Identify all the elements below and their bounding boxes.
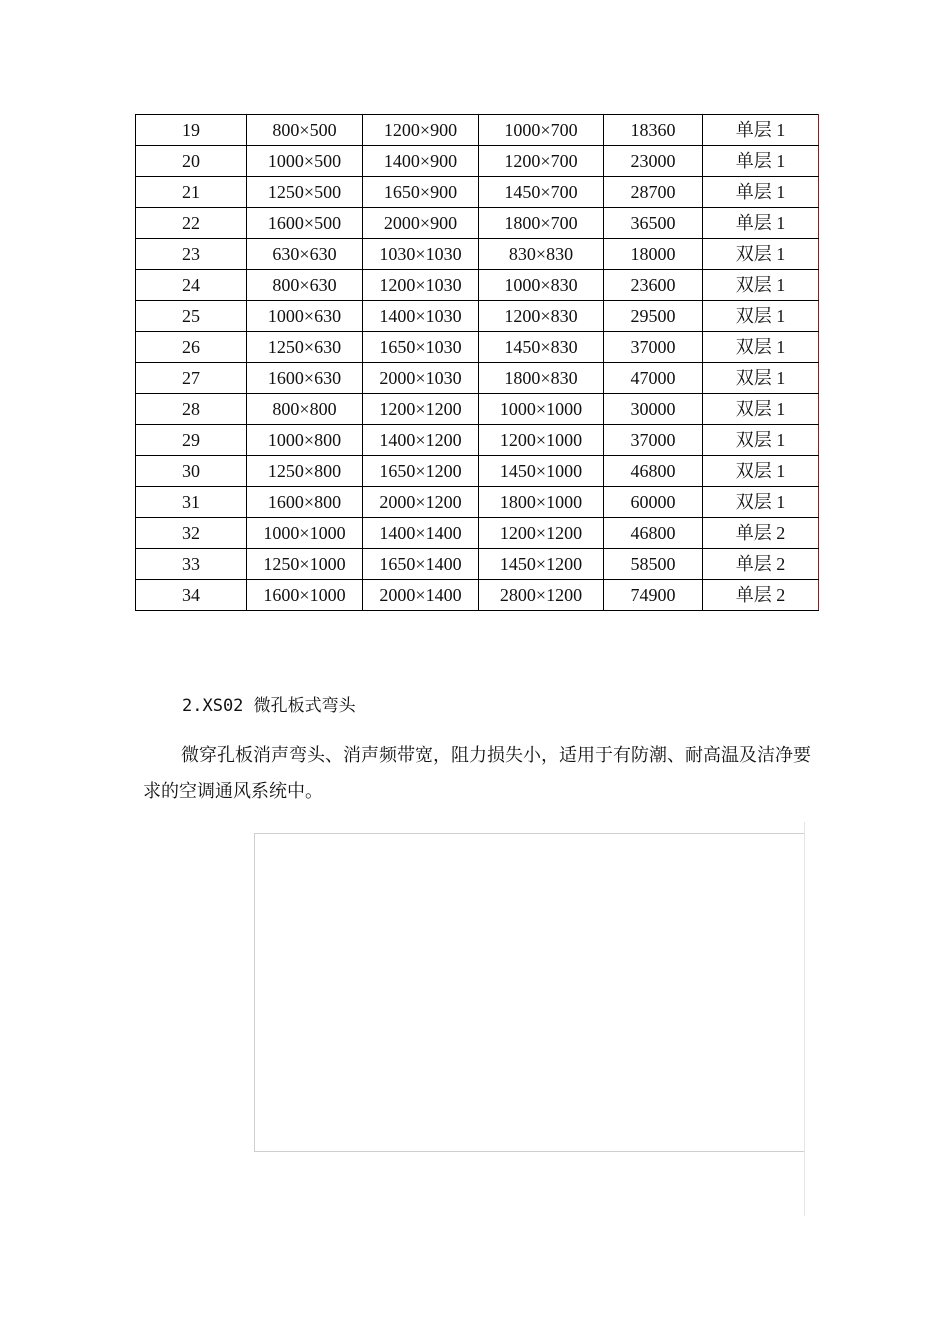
row-number-cell: 25 — [136, 301, 247, 332]
table-row — [136, 580, 819, 611]
inner-size-cell: 1450×830 — [479, 332, 604, 363]
table-row — [136, 487, 819, 518]
inner-size-cell: 1200×1000 — [479, 425, 604, 456]
airflow-cell: 46800 — [604, 518, 703, 549]
row-number-cell: 29 — [136, 425, 247, 456]
size-cell: 1000×630 — [247, 301, 363, 332]
row-number-cell: 32 — [136, 518, 247, 549]
inner-size-cell: 1000×830 — [479, 270, 604, 301]
outer-size-cell: 1650×1400 — [363, 549, 479, 580]
table-row — [136, 518, 819, 549]
airflow-cell: 28700 — [604, 177, 703, 208]
size-cell: 1600×1000 — [247, 580, 363, 611]
layer-type-cell: 单层 1 — [703, 208, 819, 239]
table-row — [136, 425, 819, 456]
airflow-cell: 23000 — [604, 146, 703, 177]
inner-size-cell: 1200×1200 — [479, 518, 604, 549]
row-number-cell: 34 — [136, 580, 247, 611]
inner-size-cell: 1450×700 — [479, 177, 604, 208]
size-cell: 630×630 — [247, 239, 363, 270]
size-cell: 1250×630 — [247, 332, 363, 363]
row-number-cell: 20 — [136, 146, 247, 177]
airflow-cell: 23600 — [604, 270, 703, 301]
spec-table-body — [136, 115, 819, 611]
inner-size-cell: 1450×1200 — [479, 549, 604, 580]
table-row — [136, 456, 819, 487]
inner-size-cell: 2800×1200 — [479, 580, 604, 611]
airflow-cell: 18000 — [604, 239, 703, 270]
section-paragraph — [143, 738, 823, 810]
outer-size-cell: 1400×900 — [363, 146, 479, 177]
section-heading: 2.XS02 微孔板式弯头 — [182, 696, 356, 716]
row-number-cell: 24 — [136, 270, 247, 301]
row-number-cell: 26 — [136, 332, 247, 363]
airflow-cell: 18360 — [604, 115, 703, 146]
inner-size-cell: 1800×830 — [479, 363, 604, 394]
row-number-cell: 33 — [136, 549, 247, 580]
outer-size-cell: 1650×900 — [363, 177, 479, 208]
layer-type-cell: 双层 1 — [703, 394, 819, 425]
size-cell: 1000×1000 — [247, 518, 363, 549]
row-number-cell: 28 — [136, 394, 247, 425]
size-cell: 1000×800 — [247, 425, 363, 456]
inner-size-cell: 1450×1000 — [479, 456, 604, 487]
airflow-cell: 29500 — [604, 301, 703, 332]
airflow-cell: 37000 — [604, 332, 703, 363]
outer-size-cell: 1200×1200 — [363, 394, 479, 425]
table-row — [136, 239, 819, 270]
paragraph-text: 微穿孔板消声弯头、消声频带宽，阻力损失小，适用于有防潮、耐高温及洁净要求的空调通风系统中。 — [143, 745, 811, 802]
table-row — [136, 177, 819, 208]
outer-size-cell: 1400×1400 — [363, 518, 479, 549]
row-number-cell: 23 — [136, 239, 247, 270]
table-row — [136, 549, 819, 580]
table-row — [136, 301, 819, 332]
inner-size-cell: 1000×700 — [479, 115, 604, 146]
layer-type-cell: 双层 1 — [703, 270, 819, 301]
layer-type-cell: 双层 1 — [703, 456, 819, 487]
layer-type-cell: 双层 1 — [703, 487, 819, 518]
airflow-cell: 37000 — [604, 425, 703, 456]
inner-size-cell: 1800×1000 — [479, 487, 604, 518]
table-row — [136, 146, 819, 177]
outer-size-cell: 2000×1030 — [363, 363, 479, 394]
outer-size-cell: 1650×1200 — [363, 456, 479, 487]
size-cell: 1250×500 — [247, 177, 363, 208]
layer-type-cell: 单层 2 — [703, 549, 819, 580]
outer-size-cell: 1200×900 — [363, 115, 479, 146]
size-cell: 800×500 — [247, 115, 363, 146]
table-row — [136, 115, 819, 146]
inner-size-cell: 830×830 — [479, 239, 604, 270]
table-row — [136, 270, 819, 301]
table-row — [136, 332, 819, 363]
size-cell: 1250×1000 — [247, 549, 363, 580]
layer-type-cell: 双层 1 — [703, 363, 819, 394]
airflow-cell: 60000 — [604, 487, 703, 518]
airflow-cell: 36500 — [604, 208, 703, 239]
outer-size-cell: 2000×1400 — [363, 580, 479, 611]
row-number-cell: 31 — [136, 487, 247, 518]
size-cell: 1250×800 — [247, 456, 363, 487]
row-number-cell: 21 — [136, 177, 247, 208]
outer-size-cell: 1400×1200 — [363, 425, 479, 456]
inner-size-cell: 1000×1000 — [479, 394, 604, 425]
layer-type-cell: 双层 1 — [703, 332, 819, 363]
outer-size-cell: 1400×1030 — [363, 301, 479, 332]
layer-type-cell: 单层 1 — [703, 177, 819, 208]
airflow-cell: 47000 — [604, 363, 703, 394]
outer-size-cell: 1200×1030 — [363, 270, 479, 301]
figure-placeholder — [254, 833, 805, 1152]
table-row — [136, 208, 819, 239]
row-number-cell: 27 — [136, 363, 247, 394]
table-row — [136, 363, 819, 394]
inner-size-cell: 1200×830 — [479, 301, 604, 332]
size-cell: 1000×500 — [247, 146, 363, 177]
inner-size-cell: 1800×700 — [479, 208, 604, 239]
outer-size-cell: 1650×1030 — [363, 332, 479, 363]
size-cell: 1600×630 — [247, 363, 363, 394]
size-cell: 800×630 — [247, 270, 363, 301]
layer-type-cell: 双层 1 — [703, 425, 819, 456]
row-number-cell: 30 — [136, 456, 247, 487]
layer-type-cell: 单层 2 — [703, 580, 819, 611]
outer-size-cell: 2000×900 — [363, 208, 479, 239]
airflow-cell: 30000 — [604, 394, 703, 425]
layer-type-cell: 单层 2 — [703, 518, 819, 549]
layer-type-cell: 双层 1 — [703, 301, 819, 332]
layer-type-cell: 单层 1 — [703, 115, 819, 146]
row-number-cell: 22 — [136, 208, 247, 239]
outer-size-cell: 1030×1030 — [363, 239, 479, 270]
layer-type-cell: 双层 1 — [703, 239, 819, 270]
layer-type-cell: 单层 1 — [703, 146, 819, 177]
row-number-cell: 19 — [136, 115, 247, 146]
table-row — [136, 394, 819, 425]
airflow-cell: 46800 — [604, 456, 703, 487]
size-cell: 1600×800 — [247, 487, 363, 518]
outer-size-cell: 2000×1200 — [363, 487, 479, 518]
spec-table — [135, 114, 819, 611]
inner-size-cell: 1200×700 — [479, 146, 604, 177]
size-cell: 800×800 — [247, 394, 363, 425]
airflow-cell: 58500 — [604, 549, 703, 580]
size-cell: 1600×500 — [247, 208, 363, 239]
figure-edge-line — [804, 822, 805, 1216]
airflow-cell: 74900 — [604, 580, 703, 611]
